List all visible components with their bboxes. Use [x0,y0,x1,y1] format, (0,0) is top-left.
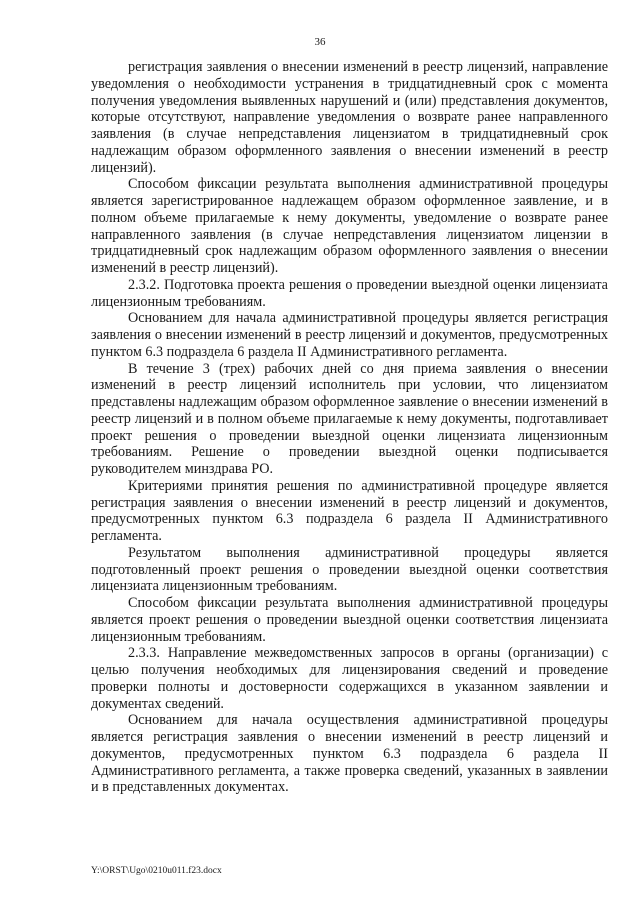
paragraph-criteria: Критериями принятия решения по административной процедуре является регистрация заявления о внесении изменений в реестр лицензий и документов, предусмотренных пунктом 6.3 подраздела 6 раздела II Административного регламента. [91,477,608,544]
paragraph-registration-continuation: регистрация заявления о внесении изменений в реестр лицензий, направление уведомления о необходимости устранения в тридцатидневный срок с момента получения уведомления выявленных нарушений и (или) представления документов, которые отсутствуют, направление уведомления о возврате ранее направленного заявления (в случае непредставления лицензиатом в тридцатидневный срок надлежащим образом оформленного заявления о внесении изменений в реестр лицензий). [91,59,608,176]
footer-file-path: Y:\ORST\Ugo\0210u011.f23.docx [91,866,222,876]
section-heading-2-3-2: 2.3.2. Подготовка проекта решения о проведении выездной оценки лицензиата лицензионным требованиям. [91,276,608,310]
section-heading-2-3-3: 2.3.3. Направление межведомственных запросов в органы (организации) с целью получения необходимых для лицензирования сведений и проведение проверки полноты и достоверности содержащихся в указанном заявлении и документах сведений. [91,645,608,712]
page-number: 36 [314,36,326,48]
paragraph-basis: Основанием для начала административной процедуры является регистрация заявления о внесении изменений в реестр лицензий и документов, предусмотренных пунктом 6.3 подраздела 6 раздела II Административного регламента. [91,310,608,360]
paragraph-result-fixation: Способом фиксации результата выполнения административной процедуры является проект решения о проведении выездной оценки соответствия лицензиата лицензионным требованиям. [91,595,608,645]
document-body [91,59,608,796]
paragraph-timeframe: В течение 3 (трех) рабочих дней со дня приема заявления о внесении изменений в реестр лицензий исполнитель при условии, что лицензиатом представлены надлежащим образом оформленное заявление о внесении изменений в реестр лицензий и в полном объеме прилагаемые к нему документы, подготавливает проект решения о проведении выездной оценки лицензиата лицензионным требованиям. Решение о проведении выездной оценки подписывается руководителем минздрава РО. [91,360,608,477]
paragraph-fixation-method: Способом фиксации результата выполнения административной процедуры является зарегистрированное надлежащем образом оформленное заявление, и в полном объеме прилагаемые к нему документы, уведомление о возврате ранее направленного заявления (в случае непредставления лицензиатом лицензии в тридцатидневный срок надлежащим образом оформленного заявления о внесении изменений в реестр лицензий). [91,176,608,276]
paragraph-basis-interagency: Основанием для начала осуществления административной процедуры является регистрация заявления о внесении изменений в реестр лицензий и документов, предусмотренных пунктом 6.3 подраздела 6 раздела II Административного регламента, а также проверка сведений, указанных в заявлении и в представленных документах. [91,712,608,796]
paragraph-result: Результатом выполнения административной процедуры является подготовленный проект решения о проведении выездной оценки соответствия лицензиата лицензионным требованиям. [91,544,608,595]
